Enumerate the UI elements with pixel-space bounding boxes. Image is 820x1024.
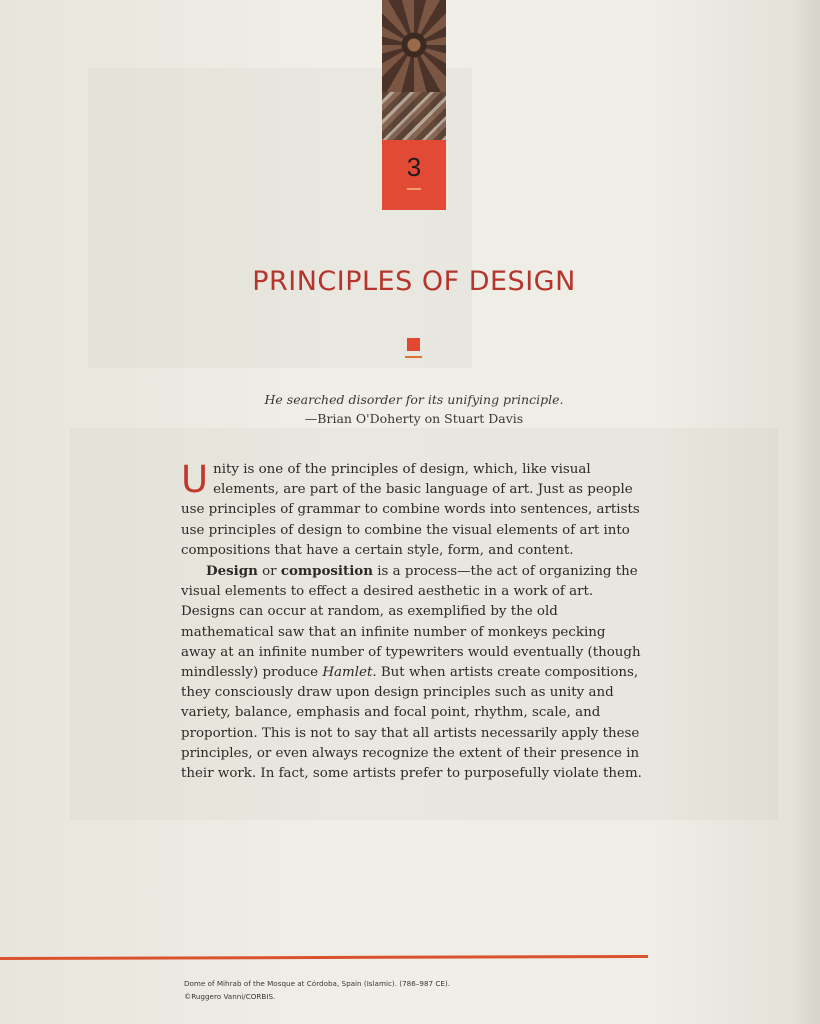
hamlet-title: Hamlet xyxy=(322,665,373,681)
chapter-dash xyxy=(407,188,421,190)
chapter-title: PRINCIPLES OF DESIGN xyxy=(252,266,576,297)
ornament-square xyxy=(407,338,420,351)
paragraph-1-text: nity is one of the principles of design, which, like visual elements, are part of the basic language of art. Just as people use principles of grammar to combine words into sentences, artists use principles of design to combine the visual elements of art into compositions that have a certain style, form, and content. xyxy=(181,462,640,558)
footer-rule xyxy=(0,955,648,960)
epigraph xyxy=(200,390,628,428)
caption-line-1: Dome of Mihrab of the Mosque at Córdoba, Spain (Islamic). (786–987 CE). xyxy=(184,979,451,988)
drop-cap: U xyxy=(181,458,209,501)
ornament-line xyxy=(405,356,422,358)
term-design: Design xyxy=(206,563,258,580)
paragraph-2-connector: or xyxy=(257,564,281,580)
body-text xyxy=(181,460,643,784)
dome-photo-strip xyxy=(382,0,446,140)
epigraph-attribution: —Brian O'Doherty on Stuart Davis xyxy=(304,411,524,426)
spine-shadow xyxy=(790,0,820,1024)
caption-credit: ©Ruggero Vanni/CORBIS. xyxy=(184,992,276,1001)
chapter-number-box xyxy=(382,140,446,210)
chapter-number: 3 xyxy=(406,152,422,182)
paragraph-2 xyxy=(181,561,643,784)
paragraph-2-text-a: is a process—the act of organizing the visual elements to effect a desired aesthetic in a work of art. Designs can occur at random, as exemplified by the old mathematical saw that an infinite number of monkeys pecking away at an infinite number of typewriters would eventually (though mindlessly) produce xyxy=(181,564,641,681)
paragraph-1 xyxy=(181,460,643,561)
term-composition: composition xyxy=(280,563,373,580)
dome-photo-detail xyxy=(382,92,446,140)
photo-caption xyxy=(184,977,604,1003)
epigraph-quote: He searched disorder for its unifying principle. xyxy=(264,392,564,407)
paragraph-2-text-b: . But when artists create compositions, they consciously draw upon design principles such as unity and variety, balance, emphasis and focal point, rhythm, scale, and proportion. This is not to say that all artists necessarily apply these principles, or even always recognize the extent of their presence in their work. In fact, some artists prefer to purposefully violate them. xyxy=(181,665,642,782)
